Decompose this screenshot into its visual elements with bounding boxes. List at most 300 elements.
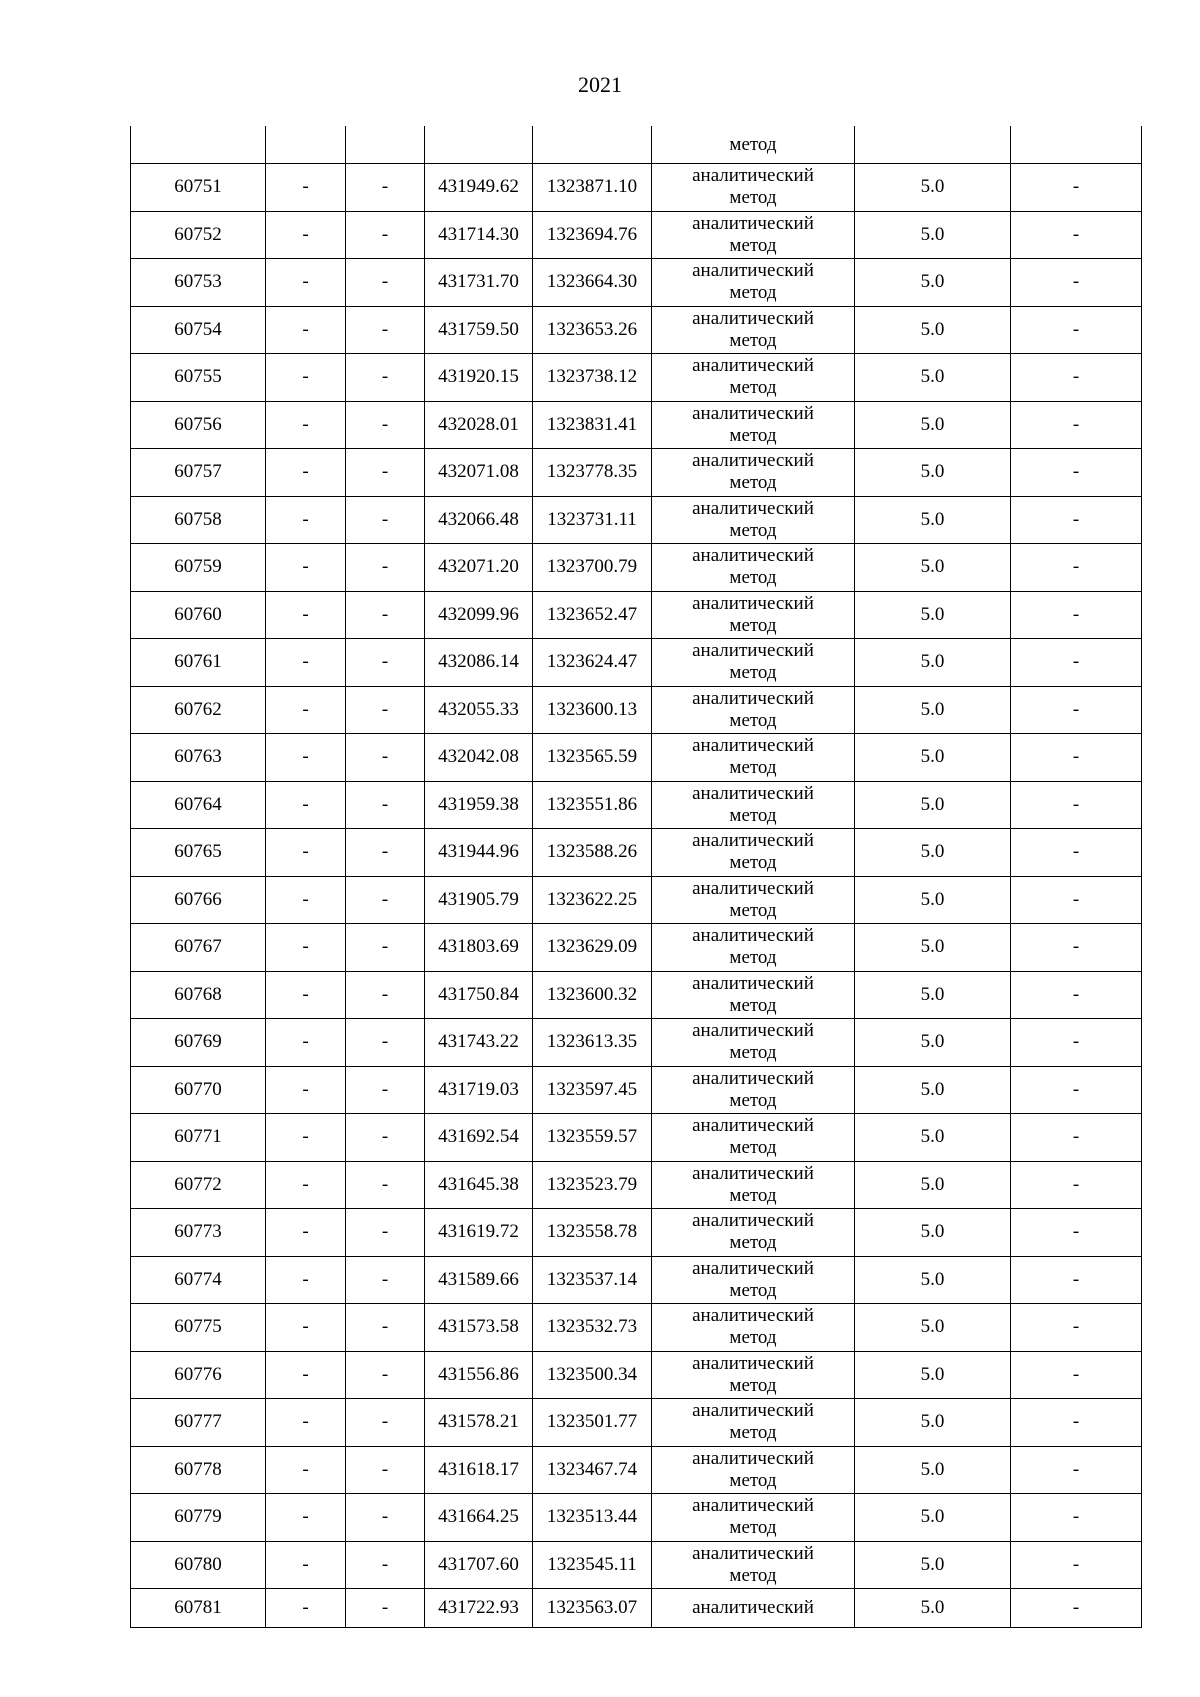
method-line-2: метод bbox=[729, 1374, 777, 1396]
cell-id: 60770 bbox=[131, 1066, 266, 1114]
method-line-1: аналитический bbox=[692, 212, 814, 234]
cell-y: 1323563.07 bbox=[533, 1589, 652, 1628]
table-row bbox=[131, 1589, 1142, 1628]
cell-id: 60759 bbox=[131, 544, 266, 592]
cell-method bbox=[652, 971, 855, 1019]
cell-col8: - bbox=[1011, 544, 1142, 592]
cell-col8: - bbox=[1011, 1019, 1142, 1067]
cell-id: 60754 bbox=[131, 306, 266, 354]
cell-y: 1323523.79 bbox=[533, 1161, 652, 1209]
cell-method bbox=[652, 1019, 855, 1067]
cell-x: 431803.69 bbox=[425, 924, 533, 972]
cell-col8: - bbox=[1011, 971, 1142, 1019]
cell-x: 431750.84 bbox=[425, 971, 533, 1019]
method-line-2: метод bbox=[729, 1327, 777, 1349]
cell-id: 60752 bbox=[131, 211, 266, 259]
method-line-2: метод bbox=[729, 519, 777, 541]
cell-col8: - bbox=[1011, 1114, 1142, 1162]
cell-col8: - bbox=[1011, 1351, 1142, 1399]
cell-method bbox=[652, 686, 855, 734]
cell-method bbox=[652, 1304, 855, 1352]
cell-id: 60768 bbox=[131, 971, 266, 1019]
cell-y: 1323501.77 bbox=[533, 1399, 652, 1447]
cell-accuracy: 5.0 bbox=[855, 734, 1011, 782]
cell-id: 60762 bbox=[131, 686, 266, 734]
cell-accuracy: 5.0 bbox=[855, 924, 1011, 972]
cell-col8: - bbox=[1011, 876, 1142, 924]
cell-col8: - bbox=[1011, 924, 1142, 972]
cell-x: 431743.22 bbox=[425, 1019, 533, 1067]
cell-col2 bbox=[266, 126, 346, 164]
cell-method bbox=[652, 1589, 855, 1628]
cell-x: 431714.30 bbox=[425, 211, 533, 259]
cell-y: 1323738.12 bbox=[533, 354, 652, 402]
method-line-2: метод bbox=[729, 662, 777, 684]
method-line-2: метод bbox=[729, 377, 777, 399]
cell-col8: - bbox=[1011, 829, 1142, 877]
page-number: 2021 bbox=[578, 72, 622, 97]
cell-x: 431759.50 bbox=[425, 306, 533, 354]
method-line-1: аналитический bbox=[692, 545, 814, 567]
cell-col8: - bbox=[1011, 496, 1142, 544]
cell-col2: - bbox=[266, 734, 346, 782]
method-line-1: аналитический bbox=[692, 1257, 814, 1279]
cell-x: 432028.01 bbox=[425, 401, 533, 449]
method-line-1: аналитический bbox=[692, 1115, 814, 1137]
method-line-1: аналитический bbox=[692, 1352, 814, 1374]
cell-col3: - bbox=[346, 544, 425, 592]
cell-y: 1323588.26 bbox=[533, 829, 652, 877]
table-row bbox=[131, 259, 1142, 307]
cell-col2: - bbox=[266, 971, 346, 1019]
method-line-2: метод bbox=[729, 234, 777, 256]
cell-col3: - bbox=[346, 1209, 425, 1257]
table-row bbox=[131, 1304, 1142, 1352]
cell-y: 1323700.79 bbox=[533, 544, 652, 592]
cell-col2: - bbox=[266, 1589, 346, 1628]
cell-method bbox=[652, 734, 855, 782]
cell-col2: - bbox=[266, 1114, 346, 1162]
cell-x: 431944.96 bbox=[425, 829, 533, 877]
cell-id: 60765 bbox=[131, 829, 266, 877]
cell-col8: - bbox=[1011, 734, 1142, 782]
method-line-1: аналитический bbox=[692, 1210, 814, 1232]
cell-col3: - bbox=[346, 1256, 425, 1304]
table-row bbox=[131, 686, 1142, 734]
cell-id: 60772 bbox=[131, 1161, 266, 1209]
table-row-continued bbox=[131, 126, 1142, 164]
cell-x: 431722.93 bbox=[425, 1589, 533, 1628]
cell-y: 1323622.25 bbox=[533, 876, 652, 924]
method-line-1: аналитический bbox=[692, 735, 814, 757]
cell-x: 432042.08 bbox=[425, 734, 533, 782]
method-line-1: аналитический bbox=[692, 592, 814, 614]
cell-col8 bbox=[1011, 126, 1142, 164]
table-row bbox=[131, 1399, 1142, 1447]
cell-col8: - bbox=[1011, 259, 1142, 307]
cell-method bbox=[652, 1541, 855, 1589]
cell-y: 1323731.11 bbox=[533, 496, 652, 544]
table-row bbox=[131, 544, 1142, 592]
cell-accuracy: 5.0 bbox=[855, 1019, 1011, 1067]
table-row bbox=[131, 876, 1142, 924]
table-row bbox=[131, 1161, 1142, 1209]
cell-accuracy: 5.0 bbox=[855, 1256, 1011, 1304]
table-row bbox=[131, 1541, 1142, 1589]
table-row bbox=[131, 449, 1142, 497]
cell-col3: - bbox=[346, 781, 425, 829]
cell-col8: - bbox=[1011, 1066, 1142, 1114]
cell-x: 431905.79 bbox=[425, 876, 533, 924]
cell-col3: - bbox=[346, 1399, 425, 1447]
cell-y: 1323652.47 bbox=[533, 591, 652, 639]
cell-col2: - bbox=[266, 1494, 346, 1542]
method-line-1: аналитический bbox=[692, 640, 814, 662]
cell-col2: - bbox=[266, 306, 346, 354]
cell-accuracy: 5.0 bbox=[855, 1114, 1011, 1162]
table-row bbox=[131, 164, 1142, 212]
cell-id: 60753 bbox=[131, 259, 266, 307]
cell-method bbox=[652, 924, 855, 972]
cell-method bbox=[652, 211, 855, 259]
method-line-1: аналитический bbox=[692, 687, 814, 709]
cell-method bbox=[652, 1066, 855, 1114]
cell-col3: - bbox=[346, 829, 425, 877]
cell-accuracy: 5.0 bbox=[855, 781, 1011, 829]
cell-y: 1323532.73 bbox=[533, 1304, 652, 1352]
cell-col3: - bbox=[346, 686, 425, 734]
cell-accuracy: 5.0 bbox=[855, 1494, 1011, 1542]
cell-col2: - bbox=[266, 164, 346, 212]
cell-id: 60757 bbox=[131, 449, 266, 497]
cell-accuracy bbox=[855, 126, 1011, 164]
cell-x: 432086.14 bbox=[425, 639, 533, 687]
cell-col8: - bbox=[1011, 211, 1142, 259]
cell-y: 1323664.30 bbox=[533, 259, 652, 307]
cell-id: 60779 bbox=[131, 1494, 266, 1542]
method-line-1: аналитический bbox=[692, 1305, 814, 1327]
cell-col3: - bbox=[346, 734, 425, 782]
method-line-1: аналитический bbox=[692, 782, 814, 804]
cell-col2: - bbox=[266, 496, 346, 544]
cell-x: 431920.15 bbox=[425, 354, 533, 402]
method-line-1: аналитический bbox=[692, 1162, 814, 1184]
method-line-2: метод bbox=[729, 1089, 777, 1111]
table-row bbox=[131, 639, 1142, 687]
cell-method bbox=[652, 164, 855, 212]
method-line-2: метод bbox=[729, 1517, 777, 1539]
method-line-2: метод bbox=[729, 1422, 777, 1444]
method-line-1: аналитический bbox=[692, 830, 814, 852]
method-line-2: метод bbox=[729, 424, 777, 446]
cell-col2: - bbox=[266, 924, 346, 972]
cell-y: 1323613.35 bbox=[533, 1019, 652, 1067]
cell-accuracy: 5.0 bbox=[855, 449, 1011, 497]
method-line-2: метод bbox=[729, 852, 777, 874]
table-row bbox=[131, 1351, 1142, 1399]
cell-col3: - bbox=[346, 1589, 425, 1628]
method-line-2: метод bbox=[729, 804, 777, 826]
cell-x: 432071.08 bbox=[425, 449, 533, 497]
cell-id: 60773 bbox=[131, 1209, 266, 1257]
method-line-1: аналитический bbox=[692, 1495, 814, 1517]
cell-id: 60775 bbox=[131, 1304, 266, 1352]
method-line-1: аналитический bbox=[692, 1447, 814, 1469]
method-line-2: метод bbox=[729, 1469, 777, 1491]
cell-x: 432099.96 bbox=[425, 591, 533, 639]
method-line-2: метод bbox=[729, 899, 777, 921]
cell-accuracy: 5.0 bbox=[855, 1209, 1011, 1257]
cell-method bbox=[652, 544, 855, 592]
cell-id: 60764 bbox=[131, 781, 266, 829]
method-line-2: метод bbox=[729, 282, 777, 304]
method-line-1: аналитический bbox=[692, 307, 814, 329]
cell-method bbox=[652, 639, 855, 687]
cell-col3: - bbox=[346, 401, 425, 449]
cell-col3: - bbox=[346, 876, 425, 924]
cell-col2: - bbox=[266, 591, 346, 639]
cell-col2: - bbox=[266, 686, 346, 734]
cell-col2: - bbox=[266, 401, 346, 449]
cell-col3: - bbox=[346, 1304, 425, 1352]
cell-accuracy: 5.0 bbox=[855, 591, 1011, 639]
cell-col2: - bbox=[266, 544, 346, 592]
method-line-1: аналитический bbox=[692, 972, 814, 994]
cell-accuracy: 5.0 bbox=[855, 1066, 1011, 1114]
cell-id: 60761 bbox=[131, 639, 266, 687]
cell-col3: - bbox=[346, 1541, 425, 1589]
cell-method bbox=[652, 1494, 855, 1542]
cell-id: 60760 bbox=[131, 591, 266, 639]
cell-col3: - bbox=[346, 639, 425, 687]
method-tail: метод bbox=[729, 133, 777, 155]
method-line-1: аналитический bbox=[692, 1542, 814, 1564]
cell-accuracy: 5.0 bbox=[855, 1304, 1011, 1352]
cell-col8: - bbox=[1011, 1541, 1142, 1589]
cell-accuracy: 5.0 bbox=[855, 1351, 1011, 1399]
cell-y: 1323600.32 bbox=[533, 971, 652, 1019]
cell-method bbox=[652, 1399, 855, 1447]
table-row bbox=[131, 781, 1142, 829]
cell-y: 1323500.34 bbox=[533, 1351, 652, 1399]
cell-col2: - bbox=[266, 639, 346, 687]
cell-col2: - bbox=[266, 1161, 346, 1209]
method-line-1: аналитический bbox=[692, 1597, 814, 1618]
cell-x bbox=[425, 126, 533, 164]
method-line-2: метод bbox=[729, 757, 777, 779]
cell-id: 60758 bbox=[131, 496, 266, 544]
cell-method bbox=[652, 1209, 855, 1257]
cell-x: 431556.86 bbox=[425, 1351, 533, 1399]
table-body bbox=[131, 126, 1142, 1628]
method-line-2: метод bbox=[729, 329, 777, 351]
cell-y: 1323600.13 bbox=[533, 686, 652, 734]
cell-col2: - bbox=[266, 211, 346, 259]
cell-x: 431959.38 bbox=[425, 781, 533, 829]
cell-x: 432055.33 bbox=[425, 686, 533, 734]
cell-col2: - bbox=[266, 259, 346, 307]
cell-y: 1323551.86 bbox=[533, 781, 652, 829]
method-line-1: аналитический bbox=[692, 1020, 814, 1042]
cell-x: 431707.60 bbox=[425, 1541, 533, 1589]
cell-accuracy: 5.0 bbox=[855, 1399, 1011, 1447]
table-row bbox=[131, 401, 1142, 449]
cell-col8: - bbox=[1011, 306, 1142, 354]
cell-col8: - bbox=[1011, 449, 1142, 497]
cell-y: 1323565.59 bbox=[533, 734, 652, 782]
method-line-1: аналитический bbox=[692, 877, 814, 899]
cell-col3 bbox=[346, 126, 425, 164]
cell-id: 60780 bbox=[131, 1541, 266, 1589]
cell-accuracy: 5.0 bbox=[855, 354, 1011, 402]
cell-y: 1323831.41 bbox=[533, 401, 652, 449]
cell-col8: - bbox=[1011, 781, 1142, 829]
table-row bbox=[131, 211, 1142, 259]
table-row bbox=[131, 354, 1142, 402]
cell-accuracy: 5.0 bbox=[855, 306, 1011, 354]
cell-col2: - bbox=[266, 1541, 346, 1589]
cell-col3: - bbox=[346, 1494, 425, 1542]
cell-method bbox=[652, 1351, 855, 1399]
cell-method bbox=[652, 781, 855, 829]
cell-x: 431949.62 bbox=[425, 164, 533, 212]
cell-method bbox=[652, 1256, 855, 1304]
cell-accuracy: 5.0 bbox=[855, 971, 1011, 1019]
cell-col3: - bbox=[346, 1446, 425, 1494]
cell-col2: - bbox=[266, 1351, 346, 1399]
cell-x: 431578.21 bbox=[425, 1399, 533, 1447]
cell-method bbox=[652, 126, 855, 164]
table-row bbox=[131, 1209, 1142, 1257]
cell-id: 60767 bbox=[131, 924, 266, 972]
cell-col3: - bbox=[346, 1019, 425, 1067]
table-row bbox=[131, 306, 1142, 354]
cell-method bbox=[652, 829, 855, 877]
cell-x: 431692.54 bbox=[425, 1114, 533, 1162]
cell-col3: - bbox=[346, 449, 425, 497]
cell-col8: - bbox=[1011, 686, 1142, 734]
table-row bbox=[131, 1446, 1142, 1494]
cell-col3: - bbox=[346, 164, 425, 212]
cell-accuracy: 5.0 bbox=[855, 1161, 1011, 1209]
method-line-2: метод bbox=[729, 994, 777, 1016]
table-row bbox=[131, 734, 1142, 782]
cell-col3: - bbox=[346, 1351, 425, 1399]
cell-x: 431719.03 bbox=[425, 1066, 533, 1114]
cell-y: 1323694.76 bbox=[533, 211, 652, 259]
cell-col3: - bbox=[346, 1114, 425, 1162]
cell-col8: - bbox=[1011, 401, 1142, 449]
cell-method bbox=[652, 306, 855, 354]
method-line-2: метод bbox=[729, 187, 777, 209]
cell-y: 1323559.57 bbox=[533, 1114, 652, 1162]
table-row bbox=[131, 496, 1142, 544]
cell-col8: - bbox=[1011, 591, 1142, 639]
method-line-2: метод bbox=[729, 567, 777, 589]
cell-method bbox=[652, 1114, 855, 1162]
cell-col8: - bbox=[1011, 639, 1142, 687]
cell-y: 1323871.10 bbox=[533, 164, 652, 212]
table-row bbox=[131, 971, 1142, 1019]
cell-col2: - bbox=[266, 829, 346, 877]
cell-x: 431645.38 bbox=[425, 1161, 533, 1209]
cell-col8: - bbox=[1011, 354, 1142, 402]
table-row bbox=[131, 924, 1142, 972]
table-row bbox=[131, 1256, 1142, 1304]
cell-id bbox=[131, 126, 266, 164]
cell-id: 60771 bbox=[131, 1114, 266, 1162]
method-line-1: аналитический bbox=[692, 355, 814, 377]
cell-accuracy: 5.0 bbox=[855, 829, 1011, 877]
cell-col2: - bbox=[266, 1066, 346, 1114]
cell-col3: - bbox=[346, 971, 425, 1019]
cell-id: 60774 bbox=[131, 1256, 266, 1304]
method-line-2: метод bbox=[729, 472, 777, 494]
cell-col3: - bbox=[346, 591, 425, 639]
cell-y: 1323558.78 bbox=[533, 1209, 652, 1257]
coordinates-table bbox=[130, 126, 1142, 1628]
cell-method bbox=[652, 259, 855, 307]
cell-x: 431664.25 bbox=[425, 1494, 533, 1542]
cell-method bbox=[652, 496, 855, 544]
table-row bbox=[131, 1494, 1142, 1542]
cell-accuracy: 5.0 bbox=[855, 1446, 1011, 1494]
cell-accuracy: 5.0 bbox=[855, 211, 1011, 259]
cell-y: 1323545.11 bbox=[533, 1541, 652, 1589]
cell-method bbox=[652, 449, 855, 497]
cell-accuracy: 5.0 bbox=[855, 164, 1011, 212]
table-row bbox=[131, 1066, 1142, 1114]
cell-col3: - bbox=[346, 354, 425, 402]
cell-col2: - bbox=[266, 1209, 346, 1257]
cell-y: 1323537.14 bbox=[533, 1256, 652, 1304]
cell-accuracy: 5.0 bbox=[855, 686, 1011, 734]
method-line-2: метод bbox=[729, 614, 777, 636]
cell-col2: - bbox=[266, 1304, 346, 1352]
cell-id: 60769 bbox=[131, 1019, 266, 1067]
cell-col3: - bbox=[346, 259, 425, 307]
cell-accuracy: 5.0 bbox=[855, 639, 1011, 687]
cell-col3: - bbox=[346, 1066, 425, 1114]
method-line-1: аналитический bbox=[692, 165, 814, 187]
method-line-1: аналитический bbox=[692, 497, 814, 519]
cell-accuracy: 5.0 bbox=[855, 544, 1011, 592]
cell-col8: - bbox=[1011, 1399, 1142, 1447]
cell-col8: - bbox=[1011, 164, 1142, 212]
cell-y: 1323597.45 bbox=[533, 1066, 652, 1114]
cell-method bbox=[652, 1446, 855, 1494]
cell-x: 431573.58 bbox=[425, 1304, 533, 1352]
cell-col2: - bbox=[266, 1019, 346, 1067]
cell-col8: - bbox=[1011, 1589, 1142, 1628]
cell-id: 60763 bbox=[131, 734, 266, 782]
cell-accuracy: 5.0 bbox=[855, 876, 1011, 924]
cell-col3: - bbox=[346, 306, 425, 354]
method-line-2: метод bbox=[729, 947, 777, 969]
cell-x: 431619.72 bbox=[425, 1209, 533, 1257]
cell-col2: - bbox=[266, 1446, 346, 1494]
cell-x: 431589.66 bbox=[425, 1256, 533, 1304]
method-line-2: метод bbox=[729, 1232, 777, 1254]
cell-col8: - bbox=[1011, 1256, 1142, 1304]
cell-accuracy: 5.0 bbox=[855, 259, 1011, 307]
cell-method bbox=[652, 876, 855, 924]
cell-accuracy: 5.0 bbox=[855, 496, 1011, 544]
cell-accuracy: 5.0 bbox=[855, 1589, 1011, 1628]
method-line-2: метод bbox=[729, 1042, 777, 1064]
cell-id: 60751 bbox=[131, 164, 266, 212]
cell-id: 60755 bbox=[131, 354, 266, 402]
